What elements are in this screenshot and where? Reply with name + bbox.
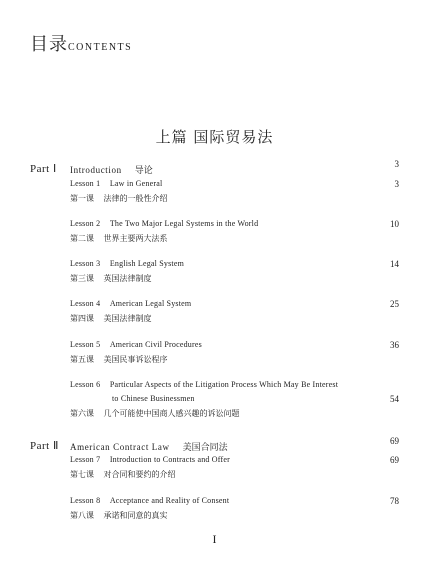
contents-header bbox=[30, 30, 132, 56]
part-label: Part Ⅱ bbox=[30, 440, 59, 452]
lesson-page: 36 bbox=[390, 340, 399, 350]
lesson-number: Lesson 2 bbox=[70, 219, 101, 228]
contents-title-en: CONTENTS bbox=[68, 42, 133, 53]
part-name: Introduction bbox=[70, 165, 122, 175]
lesson-number: Lesson 1 bbox=[70, 179, 101, 188]
toc-entry-cn bbox=[70, 313, 152, 324]
part-page: 3 bbox=[394, 159, 399, 169]
lesson-page: 3 bbox=[394, 179, 399, 189]
lesson-title-continued: to Chinese Businessmen bbox=[112, 394, 195, 403]
lesson-number: Lesson 6 bbox=[70, 380, 101, 389]
lesson-title-cn: 对合同和要约的介绍 bbox=[103, 470, 176, 479]
lesson-number: Lesson 7 bbox=[70, 455, 101, 464]
lesson-page: 69 bbox=[390, 455, 399, 465]
part-heading-title bbox=[70, 435, 228, 454]
lesson-number-cn: 第八课 bbox=[70, 511, 94, 520]
toc-entry-cn bbox=[70, 273, 152, 284]
lesson-title-cn: 世界主要两大法系 bbox=[103, 234, 168, 243]
lesson-title-cn: 英国法律制度 bbox=[103, 274, 152, 283]
part-heading bbox=[30, 434, 59, 453]
page-number: I bbox=[212, 532, 217, 546]
lesson-page: 78 bbox=[390, 496, 399, 506]
lesson-title-cn: 美国法律制度 bbox=[103, 314, 152, 323]
lesson-number-cn: 第四课 bbox=[70, 314, 94, 323]
lesson-title: Acceptance and Reality of Consent bbox=[109, 496, 230, 505]
toc-entry bbox=[70, 179, 162, 188]
toc-entry bbox=[70, 340, 202, 349]
toc-entry-cn bbox=[70, 233, 168, 244]
part-page: 69 bbox=[390, 436, 399, 446]
lesson-title-cn: 几个可能使中国商人感兴趣的诉讼问题 bbox=[103, 409, 240, 418]
toc-entry-cn bbox=[70, 193, 168, 204]
lesson-title: Law in General bbox=[109, 179, 163, 188]
lesson-title: Introduction to Contracts and Offer bbox=[109, 455, 230, 464]
toc-entry bbox=[70, 219, 258, 228]
lesson-number: Lesson 5 bbox=[70, 340, 101, 349]
lesson-title: Particular Aspects of the Litigation Process Which May Be Interest bbox=[109, 380, 339, 389]
lesson-number: Lesson 8 bbox=[70, 496, 101, 505]
lesson-page: 10 bbox=[390, 219, 399, 229]
toc-entry bbox=[70, 455, 230, 464]
toc-entry-cn bbox=[70, 354, 168, 365]
section-title: 上篇 国际贸易法 bbox=[155, 128, 274, 146]
part-name-cn: 美国合同法 bbox=[182, 443, 228, 453]
part-heading bbox=[30, 157, 57, 176]
lesson-number-cn: 第二课 bbox=[70, 234, 94, 243]
toc-entry bbox=[70, 380, 338, 389]
lesson-number: Lesson 4 bbox=[70, 299, 101, 308]
lesson-title-cn: 承诺和同意的真实 bbox=[103, 511, 168, 520]
lesson-number-cn: 第三课 bbox=[70, 274, 94, 283]
lesson-title-cn: 美国民事诉讼程序 bbox=[103, 355, 168, 364]
part-name-cn: 导论 bbox=[134, 166, 153, 176]
lesson-page: 54 bbox=[390, 394, 399, 404]
toc-entry bbox=[70, 299, 191, 308]
toc-entry-cn bbox=[70, 469, 176, 480]
lesson-number-cn: 第五课 bbox=[70, 355, 94, 364]
part-heading-title bbox=[70, 158, 153, 177]
lesson-number: Lesson 3 bbox=[70, 259, 101, 268]
lesson-title: American Civil Procedures bbox=[109, 340, 202, 349]
toc-entry bbox=[70, 496, 229, 505]
lesson-page: 25 bbox=[390, 299, 399, 309]
lesson-title: English Legal System bbox=[109, 259, 185, 268]
lesson-page: 14 bbox=[390, 259, 399, 269]
lesson-number-cn: 第一课 bbox=[70, 194, 94, 203]
part-name: American Contract Law bbox=[70, 442, 170, 452]
toc-entry-cn bbox=[70, 408, 240, 419]
part-label: Part Ⅰ bbox=[30, 163, 57, 175]
lesson-number-cn: 第七课 bbox=[70, 470, 94, 479]
lesson-title-cn: 法律的一般性介绍 bbox=[103, 194, 168, 203]
toc-entry-continued bbox=[112, 394, 195, 403]
toc-entry bbox=[70, 259, 184, 268]
toc-entry-cn bbox=[70, 510, 168, 521]
contents-title-cn: 目录 bbox=[30, 34, 68, 55]
lesson-title: The Two Major Legal Systems in the World bbox=[109, 219, 259, 228]
lesson-title: American Legal System bbox=[109, 299, 192, 308]
lesson-number-cn: 第六课 bbox=[70, 409, 94, 418]
